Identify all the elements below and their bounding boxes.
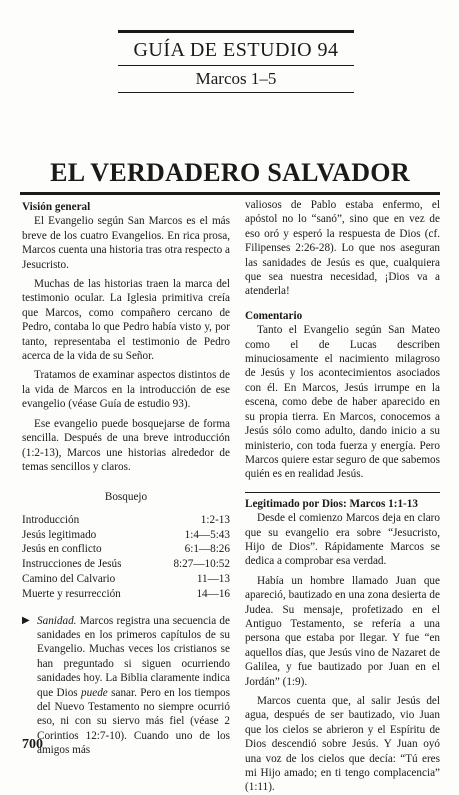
note-term: Sanidad. bbox=[37, 614, 77, 627]
study-guide-title: GUÍA DE ESTUDIO 94 bbox=[133, 39, 339, 61]
outline-row bbox=[22, 528, 230, 543]
outline-label: Jesús legitimado bbox=[22, 528, 97, 541]
right-column bbox=[245, 198, 440, 795]
vision-heading: Visión general bbox=[22, 201, 91, 213]
outline-ref: 14—16 bbox=[196, 587, 230, 600]
paragraph: Marcos cuenta que, al salir Jesús del agua, después de ser bautizado, vio Juan que los cielos se abrieron y el Espíritu de Dios descendió sobre Jesús. Y Juan oyó una voz de los cielos que decía: “Tú eres mi Hijo amado; en ti tengo complacencia” (1:11). bbox=[245, 695, 440, 794]
legitimado-heading: Legitimado por Dios: Marcos 1:1-13 bbox=[245, 497, 418, 510]
paragraph: Tanto el Evangelio según San Mateo como el de Lucas describen minuciosamente el nacimiento milagroso de Jesús y los acontecimientos asociados con él. En Marcos, Jesús irrumpe en la escena, como debe de haber aparecido en su propia tierra. En Marcos, conocemos a Jesús sólo como adulto, dando inicio a su ministerio, con toda fuerza y energía. Pero Marcos quiere estar seguro de que sabemos quién es en realidad Jesús. bbox=[245, 324, 440, 481]
outline-label: Camino del Calvario bbox=[22, 572, 116, 585]
outline-row bbox=[22, 557, 230, 572]
paragraph: Desde el comienzo Marcos deja en claro que su evangelio era sobre “Jesucristo, Hijo de Dios”. Rápidamente Marcos se dedica a comprobar esa verdad. bbox=[245, 512, 440, 568]
outline-ref: 6:1—8:26 bbox=[184, 543, 230, 556]
header-bottom-rule bbox=[118, 92, 354, 93]
outline-label: Jesús en conflicto bbox=[22, 543, 102, 556]
triangle-bullet-icon: ▶ bbox=[22, 614, 30, 626]
study-guide-header bbox=[118, 30, 354, 93]
study-guide-subtitle: Marcos 1–5 bbox=[195, 69, 277, 88]
note-continuation: valiosos de Pablo estaba enfermo, el apóstol no lo “sanó”, sino que en vez de eso oró y esperó la respuesta de Dios (cf. Filipenses 2:26-28). Lo que nos aseguran las sanidades de Jesús es que, cualquiera que sea nuestra necesidad, ¡Dios va a atenderla! bbox=[245, 199, 440, 298]
note-emphasis: puede bbox=[81, 686, 108, 699]
outline-ref: 1:2-13 bbox=[200, 513, 230, 526]
paragraph: El Evangelio según San Marcos es el más breve de los cuatro Evangelios. En rica prosa, Marcos cuenta una historia tras otra respecto a Jesucristo. bbox=[22, 215, 230, 271]
outline-label: Muerte y resurrección bbox=[22, 587, 121, 600]
outline-row bbox=[22, 572, 230, 587]
paragraph: Había un hombre llamado Juan que apareció, bautizado en una zona desierta de Judea. Su mensaje, profetizado en el Antiguo Testamento, se refería a una persona que estaba por llegar. Y fue “en aquellos días, que Jesús vino de Nazaret de Galilea, y fue bautizado por Juan en el Jordán” (1:9). bbox=[245, 574, 440, 688]
paragraph: Muchas de las historias traen la marca del testimonio ocular. La Iglesia primitiva creía que Marcos, como compañero cercano de Pedro, contaba lo que Pedro había visto y, por tanto, representaba el testimonio de Pedro acerca de la vida de su Señor. bbox=[22, 278, 230, 363]
outline-label: Introducción bbox=[22, 513, 80, 526]
paragraph: Tratamos de examinar aspectos distintos de la vida de Marcos en la introducción de ese evangelio (véase Guía de estudio 93). bbox=[22, 369, 230, 411]
comentario-heading: Comentario bbox=[245, 309, 303, 322]
note-text-a: Marcos registra una secuencia de sanidades en los primeros capítulos de su Evangelio. Muchas veces los cristianos se han preguntado si siguen ocurriendo sanidades hoy. La Biblia claramente indica que Dios bbox=[37, 614, 230, 699]
outline-ref: 8:27—10:52 bbox=[173, 558, 230, 571]
outline-label: Instrucciones de Jesús bbox=[22, 558, 122, 571]
outline-row bbox=[22, 513, 230, 528]
outline-row bbox=[22, 587, 230, 602]
note-text-b: sanar. Pero en los tiempos del Nuevo Testamento no siempre ocurrió eso, ni con su siervo más fiel (véase 2 Corintios 12:7-10). Cuando uno de los amigos más bbox=[37, 686, 230, 757]
outline-row bbox=[22, 542, 230, 557]
outline-ref: 11—13 bbox=[196, 572, 230, 585]
outline-title: Bosquejo bbox=[104, 491, 148, 504]
chapter-title: EL VERDADERO SALVADOR bbox=[50, 158, 410, 187]
paragraph: Ese evangelio puede bosquejarse de forma sencilla. Después de una breve introducción (1:2-13), Marcos une historias alrededor de temas sencillos y claros. bbox=[22, 417, 230, 473]
left-column bbox=[22, 198, 230, 758]
outline-ref: 1:4—5:43 bbox=[184, 528, 230, 541]
chapter-title-rule bbox=[20, 192, 440, 195]
section-rule bbox=[245, 492, 440, 493]
outline-table bbox=[22, 513, 230, 602]
page-number: 700 bbox=[22, 737, 43, 752]
sidebar-note bbox=[22, 614, 230, 758]
